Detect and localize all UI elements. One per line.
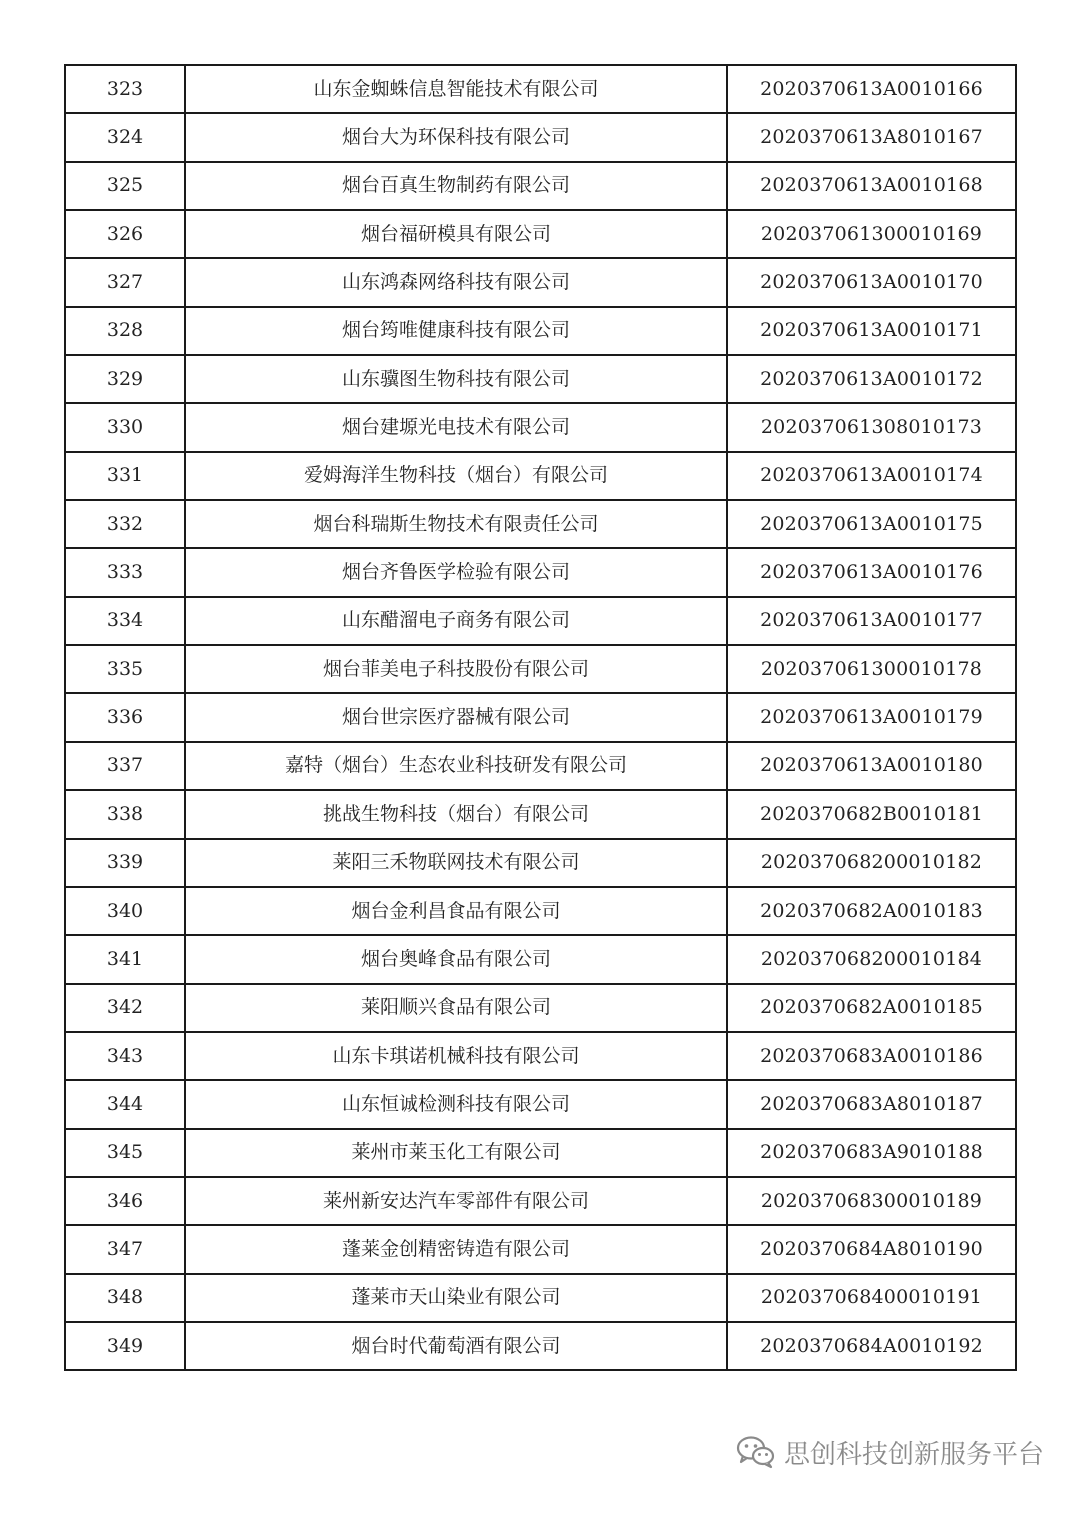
row-number: 343 bbox=[65, 1032, 185, 1080]
company-name: 烟台金利昌食品有限公司 bbox=[185, 887, 727, 935]
table-row bbox=[65, 935, 1016, 983]
row-number: 342 bbox=[65, 984, 185, 1032]
row-number: 333 bbox=[65, 548, 185, 596]
table-row bbox=[65, 258, 1016, 306]
company-name: 蓬莱市天山染业有限公司 bbox=[185, 1274, 727, 1322]
table-row bbox=[65, 887, 1016, 935]
table-row bbox=[65, 452, 1016, 500]
company-name: 烟台筠唯健康科技有限公司 bbox=[185, 307, 727, 355]
table-row bbox=[65, 693, 1016, 741]
company-name: 烟台科瑞斯生物技术有限责任公司 bbox=[185, 500, 727, 548]
registration-code: 2020370682B0010181 bbox=[727, 790, 1016, 838]
company-name: 烟台时代葡萄酒有限公司 bbox=[185, 1322, 727, 1370]
row-number: 338 bbox=[65, 790, 185, 838]
table-body bbox=[65, 65, 1016, 1370]
registration-code: 202037061300010169 bbox=[727, 210, 1016, 258]
registration-code: 2020370682A0010183 bbox=[727, 887, 1016, 935]
table-row bbox=[65, 1274, 1016, 1322]
registration-code: 202037068200010182 bbox=[727, 839, 1016, 887]
company-name: 嘉特（烟台）生态农业科技研发有限公司 bbox=[185, 742, 727, 790]
row-number: 337 bbox=[65, 742, 185, 790]
row-number: 340 bbox=[65, 887, 185, 935]
table-row bbox=[65, 1322, 1016, 1370]
company-name: 山东卡琪诺机械科技有限公司 bbox=[185, 1032, 727, 1080]
registration-code: 2020370613A0010166 bbox=[727, 65, 1016, 113]
row-number: 349 bbox=[65, 1322, 185, 1370]
company-name: 烟台世宗医疗器械有限公司 bbox=[185, 693, 727, 741]
table-row bbox=[65, 790, 1016, 838]
table-row bbox=[65, 1177, 1016, 1225]
watermark bbox=[736, 1432, 1044, 1472]
row-number: 328 bbox=[65, 307, 185, 355]
registration-code: 2020370613A0010175 bbox=[727, 500, 1016, 548]
row-number: 347 bbox=[65, 1225, 185, 1273]
table-row bbox=[65, 1032, 1016, 1080]
table-row bbox=[65, 645, 1016, 693]
table-row bbox=[65, 548, 1016, 596]
row-number: 325 bbox=[65, 162, 185, 210]
company-name: 蓬莱金创精密铸造有限公司 bbox=[185, 1225, 727, 1273]
row-number: 345 bbox=[65, 1129, 185, 1177]
row-number: 346 bbox=[65, 1177, 185, 1225]
table-row bbox=[65, 403, 1016, 451]
table-row bbox=[65, 307, 1016, 355]
table-row bbox=[65, 1080, 1016, 1128]
registration-code: 2020370613A0010179 bbox=[727, 693, 1016, 741]
company-name: 莱州新安达汽车零部件有限公司 bbox=[185, 1177, 727, 1225]
registration-code: 2020370682A0010185 bbox=[727, 984, 1016, 1032]
table-row bbox=[65, 742, 1016, 790]
row-number: 332 bbox=[65, 500, 185, 548]
table-row bbox=[65, 1129, 1016, 1177]
company-name: 烟台菲美电子科技股份有限公司 bbox=[185, 645, 727, 693]
registration-code: 2020370613A0010172 bbox=[727, 355, 1016, 403]
registration-code: 2020370613A0010168 bbox=[727, 162, 1016, 210]
registration-code: 2020370613A8010167 bbox=[727, 113, 1016, 161]
registration-code: 202037061308010173 bbox=[727, 403, 1016, 451]
registration-code: 202037061300010178 bbox=[727, 645, 1016, 693]
registration-code: 2020370684A0010192 bbox=[727, 1322, 1016, 1370]
company-name: 山东金蜘蛛信息智能技术有限公司 bbox=[185, 65, 727, 113]
row-number: 334 bbox=[65, 597, 185, 645]
company-name: 莱阳顺兴食品有限公司 bbox=[185, 984, 727, 1032]
row-number: 341 bbox=[65, 935, 185, 983]
registration-code: 2020370613A0010176 bbox=[727, 548, 1016, 596]
registration-code: 2020370683A8010187 bbox=[727, 1080, 1016, 1128]
registration-code: 2020370683A9010188 bbox=[727, 1129, 1016, 1177]
table-row bbox=[65, 597, 1016, 645]
company-list-table bbox=[64, 64, 1017, 1371]
company-name: 山东醋溜电子商务有限公司 bbox=[185, 597, 727, 645]
row-number: 335 bbox=[65, 645, 185, 693]
row-number: 344 bbox=[65, 1080, 185, 1128]
registration-code: 2020370613A0010177 bbox=[727, 597, 1016, 645]
row-number: 327 bbox=[65, 258, 185, 306]
row-number: 336 bbox=[65, 693, 185, 741]
registration-code: 202037068300010189 bbox=[727, 1177, 1016, 1225]
registration-code: 202037068400010191 bbox=[727, 1274, 1016, 1322]
table-row bbox=[65, 1225, 1016, 1273]
registration-code: 2020370613A0010180 bbox=[727, 742, 1016, 790]
company-name: 山东恒诚检测科技有限公司 bbox=[185, 1080, 727, 1128]
company-name: 挑战生物科技（烟台）有限公司 bbox=[185, 790, 727, 838]
company-name: 烟台大为环保科技有限公司 bbox=[185, 113, 727, 161]
company-name: 莱阳三禾物联网技术有限公司 bbox=[185, 839, 727, 887]
watermark-text: 思创科技创新服务平台 bbox=[783, 1439, 1044, 1470]
row-number: 348 bbox=[65, 1274, 185, 1322]
registration-code: 2020370613A0010171 bbox=[727, 307, 1016, 355]
table-row bbox=[65, 113, 1016, 161]
company-name: 烟台建塬光电技术有限公司 bbox=[185, 403, 727, 451]
row-number: 331 bbox=[65, 452, 185, 500]
row-number: 324 bbox=[65, 113, 185, 161]
wechat-icon bbox=[736, 1435, 776, 1469]
table-row bbox=[65, 984, 1016, 1032]
company-name: 山东骥图生物科技有限公司 bbox=[185, 355, 727, 403]
table-row bbox=[65, 65, 1016, 113]
company-name: 莱州市莱玉化工有限公司 bbox=[185, 1129, 727, 1177]
table-row bbox=[65, 500, 1016, 548]
company-name: 烟台奥峰食品有限公司 bbox=[185, 935, 727, 983]
registration-code: 2020370613A0010170 bbox=[727, 258, 1016, 306]
row-number: 326 bbox=[65, 210, 185, 258]
company-name: 爱姆海洋生物科技（烟台）有限公司 bbox=[185, 452, 727, 500]
company-name: 烟台齐鲁医学检验有限公司 bbox=[185, 548, 727, 596]
row-number: 330 bbox=[65, 403, 185, 451]
table-row bbox=[65, 839, 1016, 887]
company-name: 烟台福研模具有限公司 bbox=[185, 210, 727, 258]
registration-code: 2020370613A0010174 bbox=[727, 452, 1016, 500]
table-row bbox=[65, 355, 1016, 403]
registration-code: 202037068200010184 bbox=[727, 935, 1016, 983]
row-number: 323 bbox=[65, 65, 185, 113]
table-row bbox=[65, 210, 1016, 258]
registration-code: 2020370683A0010186 bbox=[727, 1032, 1016, 1080]
table-row bbox=[65, 162, 1016, 210]
company-name: 山东鸿森网络科技有限公司 bbox=[185, 258, 727, 306]
company-name: 烟台百真生物制药有限公司 bbox=[185, 162, 727, 210]
row-number: 329 bbox=[65, 355, 185, 403]
registration-code: 2020370684A8010190 bbox=[727, 1225, 1016, 1273]
row-number: 339 bbox=[65, 839, 185, 887]
